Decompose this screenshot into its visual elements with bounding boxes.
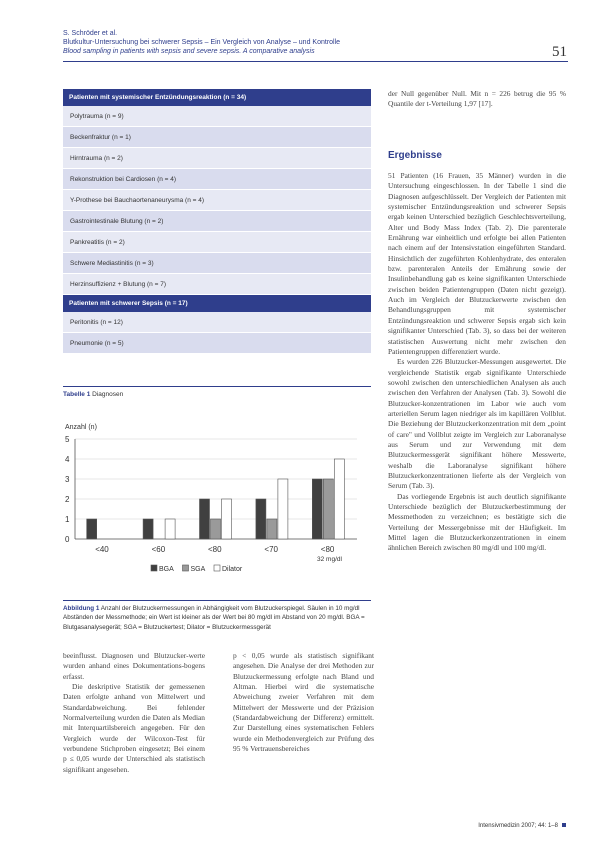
x-tick-label: <70 xyxy=(264,545,278,554)
legend-swatch-bga xyxy=(151,565,157,571)
table-row: Gastrointestinale Blutung (n = 2) xyxy=(63,211,371,232)
bar-dilator-4 xyxy=(334,459,344,539)
section-title-results: Ergebnisse xyxy=(388,150,442,161)
x-tick-label: <60 xyxy=(151,545,166,554)
table-row: Peritonitis (n = 12) xyxy=(63,312,371,333)
figure-rule xyxy=(63,600,371,601)
footer-citation: Intensivmedizin 2007; 44: 1–8 xyxy=(478,823,558,829)
x-tick-label: <80 xyxy=(320,545,335,554)
body-column-right xyxy=(388,171,566,554)
table-row: Polytrauma (n = 9) xyxy=(63,106,371,127)
y-tick-label: 5 xyxy=(65,435,70,444)
table-row: Schwere Mediastinitis (n = 3) xyxy=(63,253,371,274)
page-number: 51 xyxy=(552,44,567,60)
paragraph: der Null gegenüber Null. Mit n = 226 betrug die 95 % Quantile der t-Verteilung 1,97 [17]. xyxy=(388,89,566,109)
header-title-de: Blutkultur-Untersuchung bei schwerer Sepsis – Ein Vergleich von Analyse ‒ und Kontrolle xyxy=(63,39,341,46)
paragraph: 51 Patienten (16 Frauen, 35 Männer) wurden in die Untersuchung eingeschlossen. In der Tabelle 1 sind die Diagnosen aufgeschlüsselt. Der Vergleich der Patienten mit systemischer Entzündungsreaktion und schwerer Sepsis ergab keinen Unterschied bezüglich Geschlechtsverteilung, Alter und Body Mass Index (Tab. 2). Die parenterale Ernährung war einheitlich und erfolgte bei allen Patienten nach einem auf der Intensivstation eingeführten Standard. Hinsichtlich der zugeführten Kohlenhydrate, des enteralen bzw. parenteralen Anteils der Ernährung sowie der Insulinbehandlung gab es keine signifikanten Unterschiede zwischen beiden Patientengruppen (Daten nicht gezeigt). Auch im Vergleich der Blutzuckerwerte zwischen den Behandlungsgruppen mit systemischer Entzündungsreaktion und schwerer Sepsis ergab sich kein signifikanter Unterschied (Tab. 3), so dass bei der weiteren statistischen Auswertung nicht mehr zwischen den Patientengruppen differenziert wurde. xyxy=(388,171,566,356)
table-row: Beckenfraktur (n = 1) xyxy=(63,127,371,148)
page-footer xyxy=(478,823,566,829)
footer-square-icon xyxy=(562,823,566,827)
body-column-right-intro xyxy=(388,89,566,110)
body-column-bottom-left xyxy=(63,651,205,775)
legend-swatch-dilator xyxy=(214,565,220,571)
table-header-sepsis: Patienten mit schwerer Sepsis (n = 17) xyxy=(63,295,371,312)
table-bottom-rule xyxy=(63,386,371,387)
table-row: Pankreatitis (n = 2) xyxy=(63,232,371,253)
bar-dilator-3 xyxy=(278,479,288,539)
paragraph: p < 0,05 wurde als statistisch signifikant angesehen. Die Analyse der drei Methoden zur Blutzuckermessung erfolgte nach Bland und Altman. Hierbei wird die systematische Abweichung zweier Verfahren mit dem Mittelwert der Messwerte und der Präzision (Standardabweichung der Differenz) ermittelt. Zur Darstellung eines systematischen Fehlers wurde ein Methodenvergleich zur Prüfung des 95 % Vertrauensbereiches xyxy=(233,651,374,754)
bar-dilator-1 xyxy=(165,519,175,539)
bar-sga-3 xyxy=(267,519,277,539)
legend-label-sga: SGA xyxy=(190,566,206,573)
figure-caption-label: Abbildung 1 xyxy=(63,605,100,612)
table-header-sirs: Patienten mit systemischer Entzündungsreaktion (n = 34) xyxy=(63,89,371,106)
table-caption-label: Tabelle 1 xyxy=(63,391,91,398)
legend-label-dilator: Dilator xyxy=(222,566,243,573)
y-tick-label: 4 xyxy=(65,455,70,464)
x-axis-unit: 32 mg/dl xyxy=(317,556,342,563)
bar-dilator-2 xyxy=(222,499,232,539)
bar-bga-2 xyxy=(200,499,210,539)
table-row: Hirntrauma (n = 2) xyxy=(63,148,371,169)
table-row: Rekonstruktion bei Cardiosen (n = 4) xyxy=(63,169,371,190)
y-tick-label: 1 xyxy=(65,515,70,524)
header-rule xyxy=(63,61,568,62)
table-caption-text: Diagnosen xyxy=(92,391,124,398)
bar-sga-2 xyxy=(211,519,221,539)
table-row: Pneumonie (n = 5) xyxy=(63,333,371,354)
y-tick-label: 2 xyxy=(65,495,70,504)
y-tick-label: 3 xyxy=(65,475,70,484)
x-tick-label: <80 xyxy=(208,545,222,554)
bar-bga-0 xyxy=(87,519,97,539)
paragraph: Die deskriptive Statistik der gemessenen Daten erfolgte anhand von Mittelwert und Standardabweichung. Bei fehlender Normalverteilung wurden die Daten als Median mit Interquartilsbereich angegeben. Für den Vergleich wurde der Wilcoxon-Test für verbundene Stichproben eingesetzt; Bei einem p ≤ 0,05 wurde der Unterschied als statistisch signifikant angesehen. xyxy=(63,682,205,774)
bar-chart xyxy=(63,421,371,596)
table-caption xyxy=(63,391,123,398)
figure-caption-text: Anzahl der Blutzuckermessungen in Abhängigkeit vom Blutzuckerspiegel. Säulen in 10 mg/dl Abständen der Messmethode; ein Wert ist kleiner als der Wert bei 80 mg/dl im Abstand von 20 mg/dl. BGA = Blutgasanalysegerät; SGA = Blutzuckertest; Dilator = Blutzuckermessgerät xyxy=(63,605,365,631)
legend-label-bga: BGA xyxy=(159,566,174,573)
table-row: Y-Prothese bei Bauchaortenaneurysma (n = 4) xyxy=(63,190,371,211)
figure-caption xyxy=(63,604,373,632)
body-column-bottom-middle xyxy=(233,651,374,754)
paragraph: Das vorliegende Ergebnis ist auch deutlich signifikante Unterschiede bezüglich der Blutzuckerbestimmung der Messmethoden zu verzeichnen; es bestätigte sich die Verteilung der Messergebnisse mit der Häufigkeit. Im Mittel lagen die Blutzuckerkonzentrationen in einem ähnlichen Bereich zwischen 80 mg/dl und 100 mg/dl. xyxy=(388,491,566,553)
bar-sga-4 xyxy=(323,479,333,539)
paragraph: beeinflusst. Diagnosen und Blutzucker-werte wurden anhand eines Dokumentations-bogens erfasst. xyxy=(63,651,205,681)
paragraph: Es wurden 226 Blutzucker-Messungen ausgewertet. Die vergleichende Statistik ergab signifikante Unterschiede sowohl zwischen den unterschiedlichen Analysen als auch zwischen den Verfahren der Analysen (Tab. 3). Sowohl die Blutzucker-konzentrationen im Labor wie auch vom arteriellen Serum lagen niedriger als im kapillären Vollblut. Die Beziehung der Blutzuckerkonzentration mit dem „point of care" und Vollblut zeigte im Vergleich zur Laboranalyse aus Serum und zur Verwendung mit dem Blutzuckermessgerät signifikant höhere Messwerte, weshalb die Laboranalyse signifikant höhere Blutzuckerkonzentrationen lieferte als der Vergleich von Serum (Tab. 3). xyxy=(388,357,566,491)
running-header xyxy=(63,29,563,56)
table-row: Herzinsuffizienz + Blutung (n = 7) xyxy=(63,274,371,295)
bar-chart-svg xyxy=(63,421,371,596)
bar-bga-3 xyxy=(256,499,266,539)
header-authors: S. Schröder et al. xyxy=(63,30,118,37)
bar-bga-1 xyxy=(143,519,153,539)
x-tick-label: <40 xyxy=(95,545,109,554)
legend-swatch-sga xyxy=(183,565,189,571)
y-tick-label: 0 xyxy=(65,535,70,544)
bar-bga-4 xyxy=(312,479,322,539)
diagnosis-table xyxy=(63,89,371,354)
header-title-en: Blood sampling in patients with sepsis and severe sepsis. A comparative analysis xyxy=(63,48,315,55)
y-axis-label: Anzahl (n) xyxy=(65,424,97,431)
